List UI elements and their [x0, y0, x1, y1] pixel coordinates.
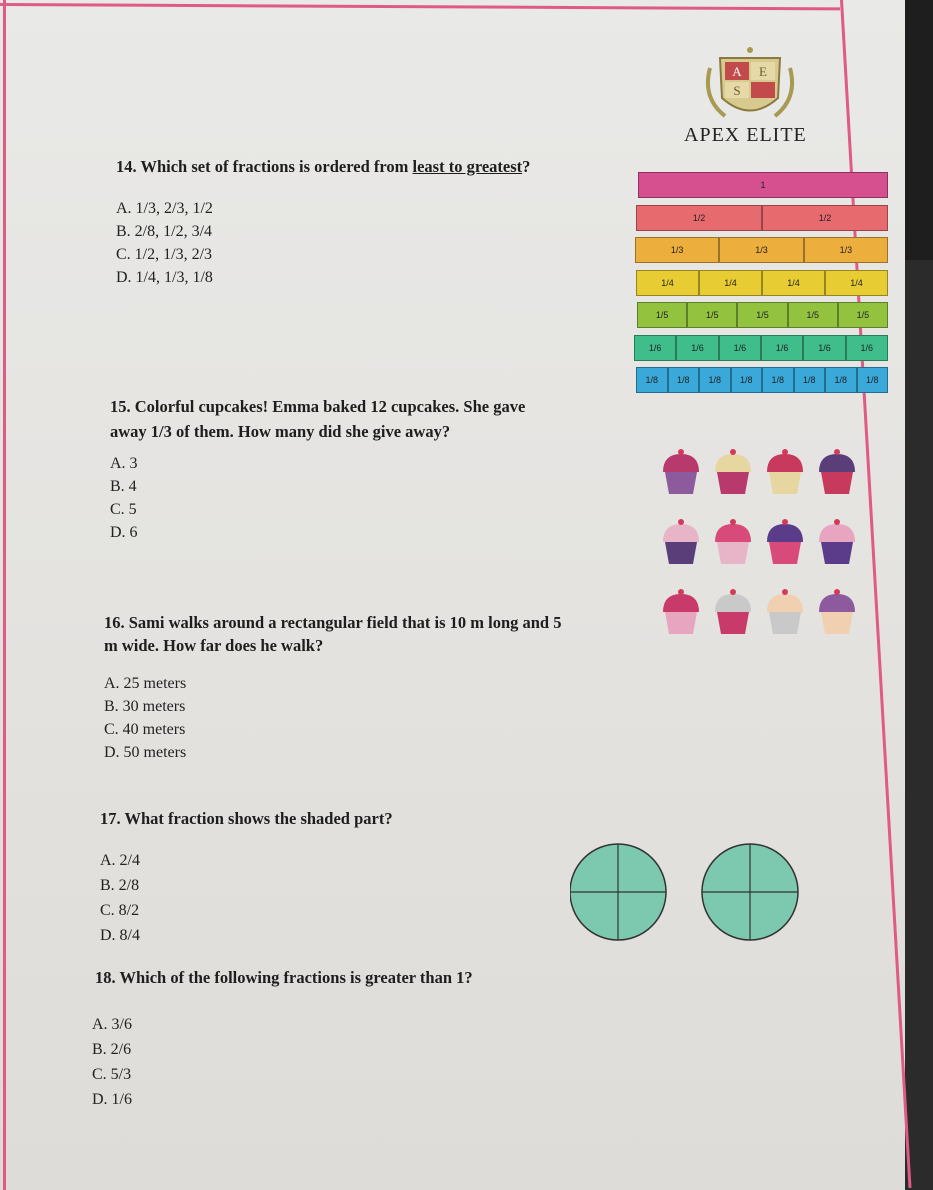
fraction-bar-cell: 1/8 — [699, 367, 731, 393]
question-16: 16. Sami walks around a rectangular field that is 10 m long and 5 — [104, 613, 562, 632]
q17-option-c[interactable]: C. 8/2 — [100, 902, 140, 919]
shaded-circles-diagram — [570, 842, 810, 942]
fraction-bar-cell: 1/8 — [731, 367, 763, 393]
fraction-bar-cell: 1/8 — [668, 367, 700, 393]
cupcake-icon — [663, 449, 699, 494]
cupcake-icon — [663, 589, 699, 634]
fraction-bar-cell: 1/6 — [676, 335, 718, 361]
q16-option-c[interactable]: C. 40 meters — [104, 721, 186, 738]
fraction-bar-3 — [635, 237, 888, 263]
cupcake-icon — [767, 519, 803, 564]
fraction-bar-cell: 1/5 — [838, 302, 888, 328]
fraction-bar-8 — [636, 367, 888, 393]
fraction-bar-2 — [636, 205, 888, 231]
fraction-bar-6 — [634, 335, 888, 361]
fraction-bar-cell: 1/8 — [794, 367, 826, 393]
crest-letter-a: A — [732, 64, 742, 79]
cupcake-icon — [819, 449, 855, 494]
fraction-bar-cell: 1 — [638, 172, 888, 198]
fraction-bar-cell: 1/8 — [825, 367, 857, 393]
fraction-bar-cell: 1/4 — [636, 270, 699, 296]
q15-option-c[interactable]: C. 5 — [110, 501, 137, 518]
fraction-bar-5 — [637, 302, 888, 328]
q17-option-b[interactable]: B. 2/8 — [100, 877, 140, 894]
fraction-bar-cell: 1/3 — [804, 237, 888, 263]
cupcake-icon — [663, 519, 699, 564]
fraction-bar-cell: 1/5 — [637, 302, 687, 328]
question-15: 15. Colorful cupcakes! Emma baked 12 cupcakes. She gave — [110, 397, 526, 416]
cupcake-icon — [767, 449, 803, 494]
fraction-bar-cell: 1/8 — [762, 367, 794, 393]
question-16-line2: m wide. How far does he walk? — [104, 636, 324, 655]
q14-option-c[interactable]: C. 1/2, 1/3, 2/3 — [116, 246, 213, 263]
q15-option-b[interactable]: B. 4 — [110, 478, 137, 495]
q16-option-a[interactable]: A. 25 meters — [104, 675, 187, 692]
fraction-bar-cell: 1/3 — [719, 237, 803, 263]
fraction-bar-cell: 1/2 — [762, 205, 888, 231]
crest-letter-e: E — [759, 64, 767, 79]
fraction-bar-cell: 1/3 — [635, 237, 719, 263]
cupcake-icon — [715, 589, 751, 634]
cupcake-icon — [767, 589, 803, 634]
fraction-bar-cell: 1/6 — [634, 335, 676, 361]
q18-option-d[interactable]: D. 1/6 — [92, 1091, 132, 1108]
fraction-bar-4 — [636, 270, 888, 296]
q14-option-a[interactable]: A. 1/3, 2/3, 1/2 — [116, 200, 213, 217]
fraction-bar-cell: 1/6 — [846, 335, 888, 361]
question-15-line2: away 1/3 of them. How many did she give away? — [110, 422, 451, 441]
page-border-left — [3, 0, 6, 1190]
q18-option-b[interactable]: B. 2/6 — [92, 1041, 132, 1058]
q15-option-d[interactable]: D. 6 — [110, 524, 138, 541]
fraction-bar-cell: 1/5 — [737, 302, 787, 328]
q17-option-a[interactable]: A. 2/4 — [100, 852, 140, 869]
school-name: APEX ELITE — [684, 124, 807, 146]
fraction-bar-cell: 1/5 — [788, 302, 838, 328]
question-17: 17. What fraction shows the shaded part? — [100, 809, 393, 828]
q16-option-d[interactable]: D. 50 meters — [104, 744, 187, 761]
q14-option-b[interactable]: B. 2/8, 1/2, 3/4 — [116, 223, 213, 240]
fraction-bar-cell: 1/8 — [636, 367, 668, 393]
page-border-top — [0, 3, 840, 10]
fraction-bar-cell: 1/6 — [761, 335, 803, 361]
fraction-bar-1 — [638, 172, 888, 198]
fraction-bar-cell: 1/4 — [825, 270, 888, 296]
fraction-bar-cell: 1/4 — [699, 270, 762, 296]
cupcake-icon — [715, 449, 751, 494]
crest-letter-s: S — [733, 83, 741, 98]
q16-option-b[interactable]: B. 30 meters — [104, 698, 186, 715]
q15-option-a[interactable]: A. 3 — [110, 455, 138, 472]
q18-option-c[interactable]: C. 5/3 — [92, 1066, 132, 1083]
fraction-bar-cell: 1/6 — [719, 335, 761, 361]
fraction-bar-cell: 1/2 — [636, 205, 762, 231]
circle-right — [702, 844, 798, 940]
fraction-bar-cell: 1/6 — [803, 335, 845, 361]
circle-left — [570, 844, 666, 940]
q18-option-a[interactable]: A. 3/6 — [92, 1016, 132, 1033]
fraction-bar-cell: 1/5 — [687, 302, 737, 328]
cupcake-icon — [819, 589, 855, 634]
question-18: 18. Which of the following fractions is greater than 1? — [95, 968, 473, 987]
question-14: 14. Which set of fractions is ordered from least to greatest? — [116, 157, 531, 176]
fraction-bar-cell: 1/4 — [762, 270, 825, 296]
cupcake-icon — [819, 519, 855, 564]
q14-option-d[interactable]: D. 1/4, 1/3, 1/8 — [116, 269, 213, 286]
q17-option-d[interactable]: D. 8/4 — [100, 927, 140, 944]
cupcakes-illustration — [655, 440, 865, 640]
cupcake-icon — [715, 519, 751, 564]
fraction-bar-cell: 1/8 — [857, 367, 889, 393]
